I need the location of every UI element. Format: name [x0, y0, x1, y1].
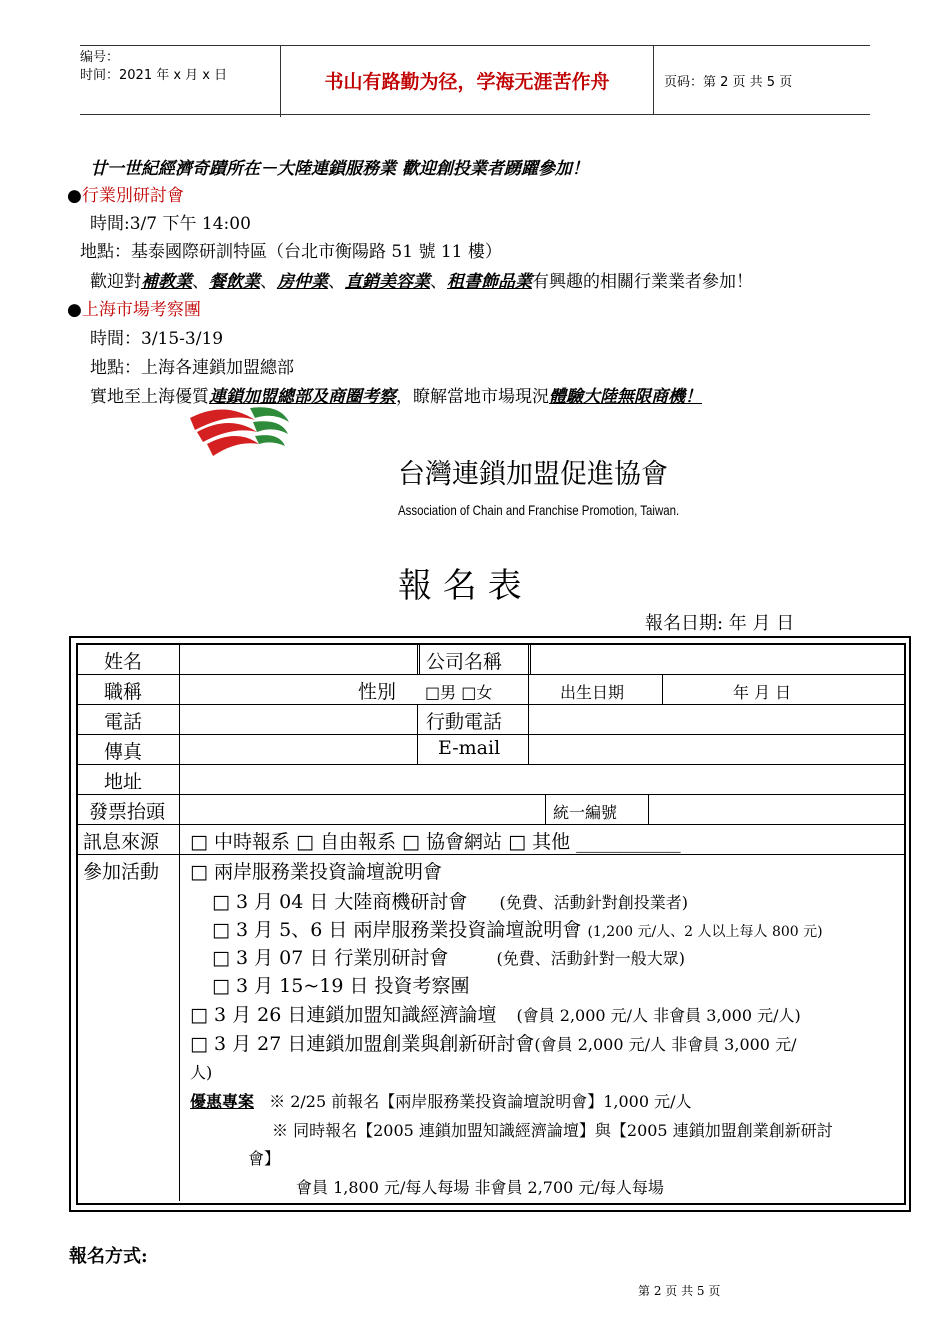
industry-4: 直銷美容業	[345, 272, 430, 292]
label-address: 地址	[104, 771, 143, 793]
bullet2-title: 上海市場考察團	[81, 300, 201, 320]
logo-icon	[185, 400, 295, 460]
activity-1c-note: (免費、活動針對一般大眾)	[496, 949, 685, 968]
activity-1c[interactable]	[212, 943, 685, 970]
phone-field[interactable]	[181, 706, 416, 734]
promo-label: 優惠專案	[190, 1092, 255, 1111]
page-header	[80, 45, 870, 115]
desc-em2: 體驗大陸無限商機！	[549, 387, 702, 407]
bullet2-time: 時間：3/15-3/19	[90, 329, 224, 349]
bullet1-time: 時間:3/7 下午 14:00	[90, 214, 251, 234]
label-phone: 電話	[104, 711, 143, 733]
bullet1	[67, 181, 184, 206]
bullet1-place: 地點：基泰國際研訓特區（台北市衡陽路 51 號 11 樓）	[80, 242, 502, 262]
bullet2-desc	[90, 382, 702, 407]
promo-2-cont: 會】	[248, 1149, 281, 1168]
org-name-zh: 台灣連鎖加盟促進協會	[398, 459, 668, 490]
page-label: 页码：第 2 页 共 5 页	[664, 74, 793, 90]
label-invoice: 發票抬頭	[89, 801, 166, 823]
desc-pre: 實地至上海優質	[90, 387, 209, 407]
label-tax-id: 統一編號	[553, 803, 618, 822]
fax-field[interactable]	[181, 736, 416, 764]
label-email: E-mail	[438, 737, 501, 759]
invoice-field[interactable]	[181, 796, 543, 824]
activity-1d[interactable]: □ 3 月 15~19 日 投資考察團	[212, 975, 470, 997]
label-gender: 性別	[358, 681, 397, 703]
sep: 、	[260, 272, 277, 292]
form-title: 報 名 表	[398, 566, 522, 606]
welcome-post: 有興趣的相關行業業者參加！	[532, 272, 753, 292]
activity-1a-label: □ 3 月 04 日 大陸商機研討會	[212, 891, 468, 913]
promo-1	[190, 1089, 692, 1112]
activity-2-label: □ 3 月 26 日連鎖加盟知識經濟論壇	[190, 1004, 497, 1026]
label-job-title: 職稱	[104, 681, 143, 703]
footer-page: 第 2 页 共 5 页	[638, 1284, 721, 1298]
label-birth: 出生日期	[560, 683, 625, 702]
bullet1-welcome	[90, 267, 753, 292]
activity-1[interactable]: □ 兩岸服務業投資論壇說明會	[190, 861, 442, 883]
desc-em1: 連鎖加盟總部及商圈考察	[209, 387, 396, 407]
time-label: 时间：2021 年 x 月 x 日	[80, 68, 228, 83]
activity-3[interactable]	[190, 1029, 796, 1056]
sep: 、	[192, 272, 209, 292]
activity-3-note: (會員 2,000 元/人 非會員 3,000 元/	[534, 1035, 797, 1054]
signup-date: 報名日期: 年 月 日	[645, 613, 795, 634]
label-mobile: 行動電話	[426, 711, 503, 733]
promo-3: 會員 1,800 元/每人每場 非會員 2,700 元/每人每場	[296, 1178, 664, 1197]
birth-field[interactable]: 年 月 日	[733, 683, 792, 702]
industry-3: 房仲業	[277, 272, 328, 292]
headline: 廿一世紀經濟奇蹟所在－大陸連鎖服務業 歡迎創投業者踴躍參加！	[90, 159, 589, 179]
activity-3-note-cont: 人)	[190, 1063, 213, 1082]
signup-method: 報名方式:	[69, 1246, 148, 1267]
sep: 、	[430, 272, 447, 292]
code-label: 编号：	[80, 50, 120, 65]
label-fax: 傳真	[104, 741, 143, 763]
name-field[interactable]	[181, 645, 416, 673]
source-options[interactable]: □ 中時報系 □ 自由報系 □ 協會網站 □ 其他 ___________	[190, 831, 681, 853]
industry-5: 租書飾品業	[447, 272, 532, 292]
promo-1-text: ※ 2/25 前報名【兩岸服務業投資論壇說明會】1,000 元/人	[269, 1092, 692, 1111]
bullet2	[67, 295, 201, 320]
welcome-pre: 歡迎對	[90, 272, 141, 292]
bullet-icon: ●	[67, 186, 82, 206]
bullet-icon: ●	[67, 300, 82, 320]
address-field[interactable]	[181, 766, 901, 794]
motto: 书山有路勤为径，学海无涯苦作舟	[281, 46, 654, 114]
industry-2: 餐飲業	[209, 272, 260, 292]
label-activity: 參加活動	[83, 861, 160, 883]
sep: 、	[328, 272, 345, 292]
activity-1c-label: □ 3 月 07 日 行業別研討會	[212, 947, 449, 969]
activity-1a[interactable]	[212, 887, 688, 914]
header-meta	[80, 46, 281, 117]
activity-2-note: (會員 2,000 元/人 非會員 3,000 元/人)	[516, 1006, 801, 1025]
industry-1: 補教業	[141, 272, 192, 292]
bullet2-place: 地點：上海各連鎖加盟總部	[90, 358, 294, 378]
activity-1b-note: (1,200 元/人、2 人以上每人 800 元)	[587, 924, 823, 940]
activity-1b-label: □ 3 月 5、6 日 兩岸服務業投資論壇說明會	[212, 919, 582, 941]
activity-1a-note: (免費、活動針對創投業者)	[499, 893, 688, 912]
email-field[interactable]	[530, 736, 900, 764]
org-name-en: Association of Chain and Franchise Promotion, Taiwan.	[398, 502, 680, 518]
gender-options[interactable]: □男 □女	[425, 683, 493, 702]
activity-3-label: □ 3 月 27 日連鎖加盟創業與創新研討會	[190, 1033, 535, 1055]
label-name: 姓名	[104, 651, 143, 673]
tax-id-field[interactable]	[650, 796, 900, 824]
label-source: 訊息來源	[83, 831, 160, 853]
mobile-field[interactable]	[530, 706, 900, 734]
bullet1-title: 行業別研討會	[81, 186, 184, 206]
job-title-field[interactable]	[181, 676, 351, 704]
promo-2: ※ 同時報名【2005 連鎖加盟知識經濟論壇】與【2005 連鎖加盟創業創新研討	[272, 1121, 833, 1140]
activity-1b[interactable]	[212, 915, 823, 942]
company-field[interactable]	[530, 645, 900, 673]
activity-2[interactable]	[190, 1000, 801, 1027]
label-company: 公司名稱	[426, 651, 503, 673]
desc-mid: ，瞭解當地市場現況	[396, 387, 549, 407]
